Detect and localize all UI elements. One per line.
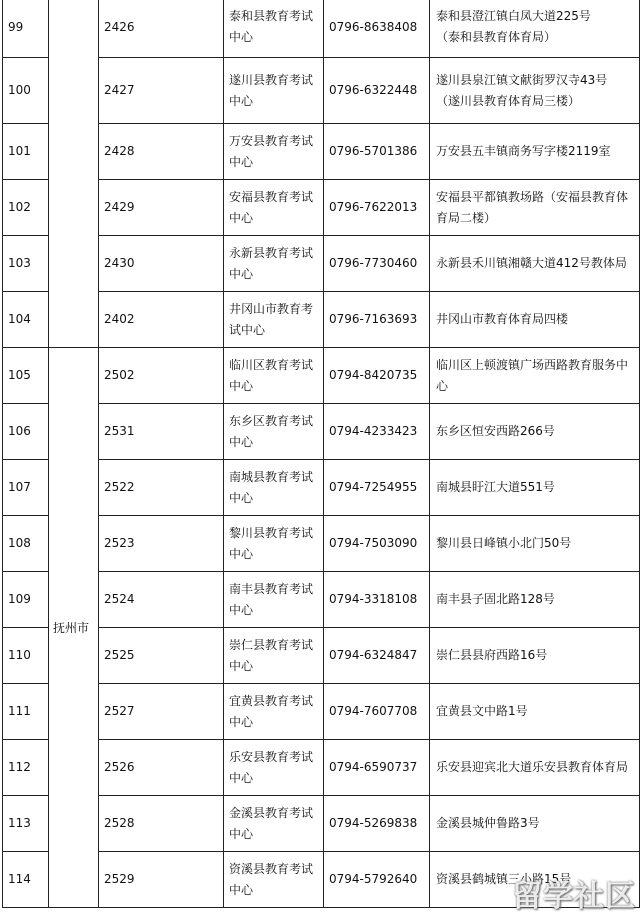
center-name: 泰和县教育考试中心 [224,0,324,58]
center-name: 资溪县教育考试中心 [224,852,324,908]
phone-number: 0794-6324847 [324,628,430,684]
row-number: 112 [3,740,49,796]
row-number: 113 [3,796,49,852]
address: 井冈山市教育体育局四楼 [430,292,640,348]
table-row [3,348,640,404]
address: 乐安县迎宾北大道乐安县教育体育局 [430,740,640,796]
city-cell-empty [49,0,99,348]
unit-code: 2529 [99,852,224,908]
phone-number: 0796-7163693 [324,292,430,348]
table-row [3,404,640,460]
unit-code: 2502 [99,348,224,404]
address: 遂川县泉江镇文献街罗汉寺43号 [436,72,608,87]
address: 金溪县城仲鲁路3号 [430,796,640,852]
row-number: 108 [3,516,49,572]
table-row [3,740,640,796]
address: 临川区上顿渡镇广场西路教育服务中心 [430,348,640,404]
table-row [3,796,640,852]
center-name: 黎川县教育考试中心 [224,516,324,572]
unit-code: 2524 [99,572,224,628]
table-row [3,180,640,236]
center-name: 宜黄县教育考试中心 [224,684,324,740]
row-number: 107 [3,460,49,516]
address: 崇仁县县府西路16号 [430,628,640,684]
address: 宜黄县文中路1号 [430,684,640,740]
unit-code: 2426 [99,0,224,58]
phone-number: 0794-7503090 [324,516,430,572]
table-row [3,628,640,684]
center-name: 东乡区教育考试中心 [224,404,324,460]
phone-number: 0794-3318108 [324,572,430,628]
unit-code: 2427 [99,58,224,124]
unit-code: 2523 [99,516,224,572]
address: 南丰县子固北路128号 [430,572,640,628]
row-number: 101 [3,124,49,180]
unit-code: 2528 [99,796,224,852]
phone-number: 0796-7622013 [324,180,430,236]
row-number: 99 [3,0,49,58]
center-name: 南丰县教育考试中心 [224,572,324,628]
table-body [3,0,640,908]
address-cell [430,58,640,124]
row-number: 102 [3,180,49,236]
address: 资溪县鹤城镇三小路15号 [430,852,640,908]
table-row [3,236,640,292]
phone-number: 0794-5269838 [324,796,430,852]
address-note: （泰和县教育体育局） [436,30,557,44]
unit-code: 2428 [99,124,224,180]
table-row [3,572,640,628]
address: 黎川县日峰镇小北门50号 [430,516,640,572]
table-row [3,58,640,124]
center-name: 安福县教育考试中心 [224,180,324,236]
unit-code: 2430 [99,236,224,292]
phone-number: 0794-6590737 [324,740,430,796]
address: 泰和县澄江镇白凤大道225号 [436,9,591,23]
row-number: 100 [3,58,49,124]
phone-number: 0796-7730460 [324,236,430,292]
address: 永新县禾川镇湘赣大道412号教体局 [430,236,640,292]
center-name: 永新县教育考试中心 [224,236,324,292]
center-name: 万安县教育考试中心 [224,124,324,180]
unit-code: 2526 [99,740,224,796]
center-name: 乐安县教育考试中心 [224,740,324,796]
row-number: 103 [3,236,49,292]
unit-code: 2429 [99,180,224,236]
exam-center-table [2,0,640,908]
phone-number: 0794-7254955 [324,460,430,516]
address: 安福县平都镇教场路（安福县教育体育局二楼） [430,180,640,236]
center-name: 南城县教育考试中心 [224,460,324,516]
phone-number: 0796-6322448 [324,58,430,124]
address: 万安县五丰镇商务写字楼2119室 [430,124,640,180]
row-number: 114 [3,852,49,908]
phone-number: 0794-8420735 [324,348,430,404]
center-name: 井冈山市教育考试中心 [224,292,324,348]
table-row [3,292,640,348]
address: 南城县盱江大道551号 [430,460,640,516]
center-name: 临川区教育考试中心 [224,348,324,404]
address-note: （遂川县教育体育局三楼） [436,93,581,108]
row-number: 106 [3,404,49,460]
table-row [3,124,640,180]
center-name: 崇仁县教育考试中心 [224,628,324,684]
unit-code: 2522 [99,460,224,516]
phone-number: 0796-8638408 [324,0,430,58]
unit-code: 2402 [99,292,224,348]
row-number: 109 [3,572,49,628]
site-watermark-logo: 留学社区 [512,879,636,914]
row-number: 105 [3,348,49,404]
unit-code: 2531 [99,404,224,460]
table-row [3,516,640,572]
phone-number: 0794-4233423 [324,404,430,460]
table-row [3,0,640,58]
unit-code: 2527 [99,684,224,740]
center-name: 遂川县教育考试中心 [224,58,324,124]
city-name: 抚州市 [49,348,99,908]
table-row [3,460,640,516]
table-row [3,684,640,740]
phone-number: 0796-5701386 [324,124,430,180]
center-name: 金溪县教育考试中心 [224,796,324,852]
row-number: 104 [3,292,49,348]
address-cell [430,0,640,58]
row-number: 110 [3,628,49,684]
phone-number: 0794-5792640 [324,852,430,908]
row-number: 111 [3,684,49,740]
phone-number: 0794-7607708 [324,684,430,740]
address: 东乡区恒安西路266号 [430,404,640,460]
unit-code: 2525 [99,628,224,684]
